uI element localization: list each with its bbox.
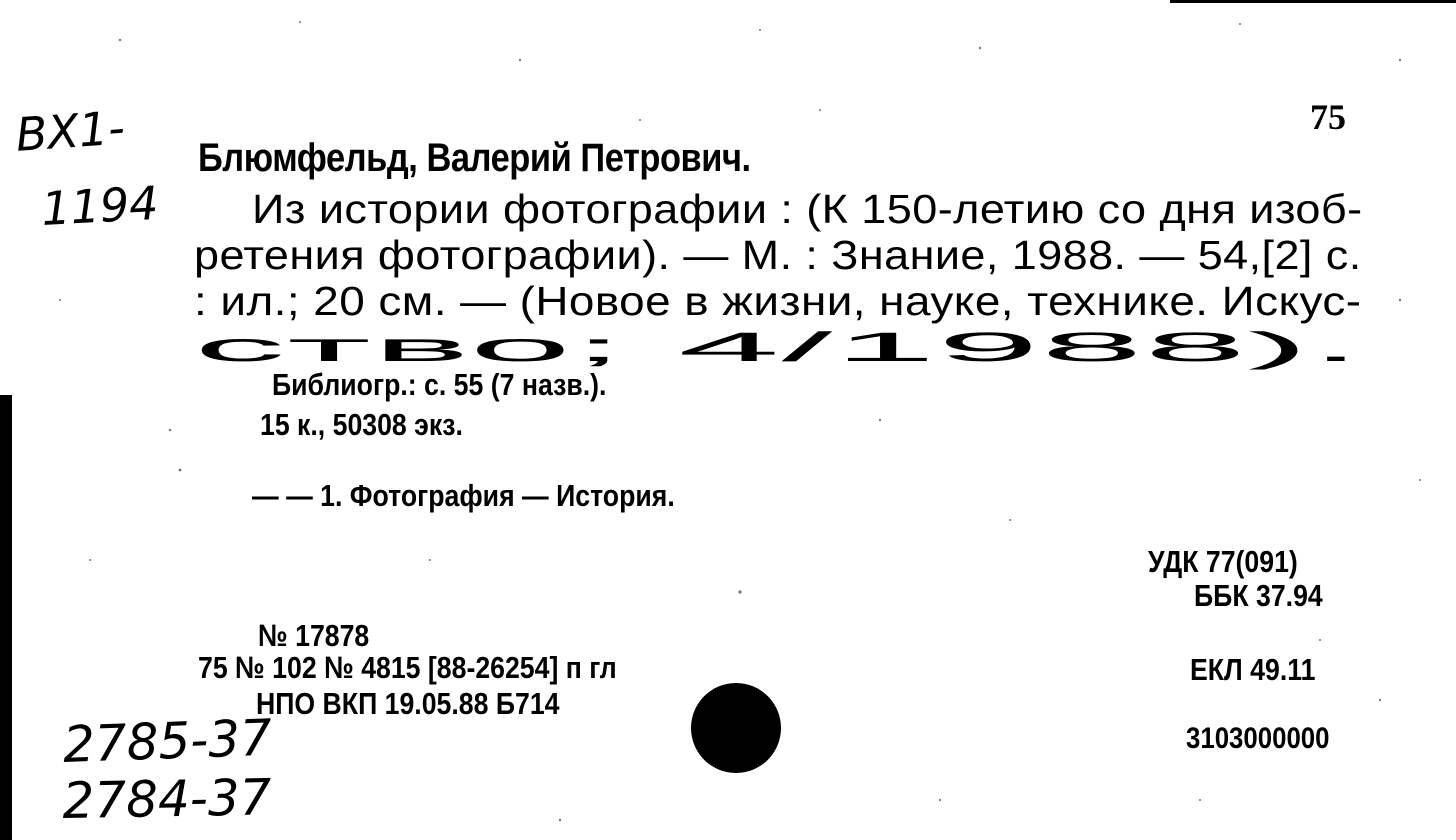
classification-number: 3103000000 bbox=[1186, 722, 1330, 755]
handwritten-inventory-number: 2785-37 bbox=[62, 708, 273, 774]
card-number: № 17878 bbox=[258, 618, 370, 653]
printing-line: НПО ВКП 19.05.88 Б714 bbox=[256, 686, 560, 721]
description-line: : ил.; 20 см. — (Новое в жизни, науке, технике. Искус- bbox=[194, 278, 1362, 324]
printing-line: 75 № 102 № 4815 [88-26254] п гл bbox=[198, 650, 617, 685]
udk-code: УДК 77(091) bbox=[1148, 544, 1298, 579]
description-line: Из истории фотографии : (К 150-летию со дня изоб- bbox=[252, 186, 1363, 232]
ekl-code: ЕКЛ 49.11 bbox=[1190, 652, 1316, 687]
punch-hole bbox=[691, 683, 781, 773]
bibliography-note: Библиогр.: с. 55 (7 назв.). bbox=[272, 367, 607, 402]
handwritten-inventory-number: 2784-37 bbox=[62, 768, 272, 830]
subject-heading: — — 1. Фотография — История. bbox=[252, 478, 675, 513]
author-heading: Блюмфельд, Валерий Петрович. bbox=[198, 136, 751, 180]
page-number: 75 bbox=[1310, 97, 1346, 137]
description-line: ство; 4/1988). bbox=[194, 324, 1364, 370]
bbk-code: ББК 37.94 bbox=[1194, 578, 1323, 613]
handwritten-shelfmark: ВХ1- bbox=[14, 100, 127, 162]
price-and-print-run: 15 к., 50308 экз. bbox=[260, 407, 463, 442]
description-line: ретения фотографии). — М. : Знание, 1988. — 54,[2] с. bbox=[194, 232, 1362, 278]
handwritten-shelfmark: 1194 bbox=[40, 175, 160, 236]
